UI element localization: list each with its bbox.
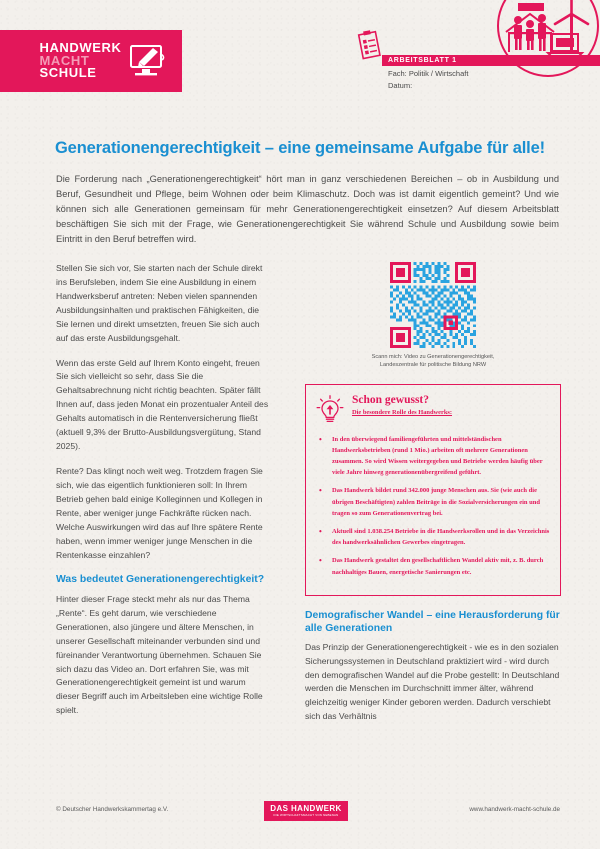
handwerk-macht-schule-logo: [0, 30, 182, 92]
betrieb-illustration: [482, 0, 600, 88]
heading-was-bedeutet: Was bedeutet Generationengerechtigkeit?: [56, 574, 265, 586]
logo-line-3: SCHULE: [39, 65, 97, 81]
date-line: Datum:: [388, 81, 413, 91]
logo-line-2: MACHT: [39, 52, 90, 68]
clipboard-icon: [357, 30, 383, 62]
fact-box-titles: [352, 394, 452, 417]
qr-caption-line-2: Landeszentrale für politische Bildung NRW: [379, 362, 487, 369]
fact-bullet: • Das Handwerk bildet rund 342.000 junge Menschen aus. Sie (wie auch die übrigen Beschäftigten) zahlen Beiträge in die Sozialversicherungen ein und tragen so zum Generationenvertrag bei.: [316, 485, 550, 519]
demografischer-wandel-section: [305, 609, 561, 725]
fact-box-title: Schon gewusst?: [352, 393, 430, 406]
right-column: [305, 262, 561, 724]
intro-paragraph: Die Forderung nach „Generationengerechtigkeit“ hört man in ganz verschiedenen Bereichen – ob in Ausbildung und Beruf, Gesundheit und Pflege, beim Wohnen oder beim Klimaschutz. Doch was ist damit eigentlich gemeint? Und wie können sich alle Generationen gemeinsam für mehr Generationengerechtigkeit einsetzen? Auf diesem Arbeitsblatt beschäftigen Sie sich mit der Frage, wie Generationengerechtigkeit Sie während Schule und Ausbildung sowie beim Eintritt in den Beruf betreffen wird.: [56, 174, 559, 245]
demografischer-wandel-text: Das Prinzip der Generationengerechtigkeit - wie es in den sozialen Sicherungssystemen in Deutschland praktiziert wird - wird durch den demografischen Wandel auf die Probe gestellt: In Deutschland werden die Menschen im Durchschnitt immer älter, während gleichzeitig weniger Kinder geboren werden. Dadurch verschiebt sich das Verhältnis: [305, 641, 560, 722]
page-header: [0, 0, 600, 110]
subject-line: Fach: Politik / Wirtschaft: [388, 69, 469, 78]
left-paragraph-4: Hinter dieser Frage steckt mehr als nur das Thema „Rente“. Es geht darum, wie verschiedene Generationen, also jüngere und ältere Menschen, in unserer Gesellschaft miteinander verbunden sind und füreinander Verantwortung übernehmen. Schauen Sie sich dazu das Video an. Dort erfahren Sie, was mit Generationengerechtigkeit gemeint ist und warum dieser Begriff auch im Arbeitsleben eine wichtige Rolle spielt.: [56, 593, 263, 716]
qr-block: [305, 262, 561, 370]
fact-bullet: • Das Handwerk gestaltet den gesellschaftlichen Wandel aktiv mit, z. B. durch nachhaltiges Bauen, energetische Sanierungen etc.: [316, 555, 550, 577]
footer-logo-main: DAS HANDWERK: [270, 803, 342, 813]
pencil-monitor-icon: [129, 42, 169, 80]
page-footer: [0, 801, 600, 823]
fact-box-header: [316, 394, 550, 425]
fact-box-subtitle: Die besondere Rolle des Handwerks:: [352, 409, 453, 417]
das-handwerk-logo: [264, 801, 348, 821]
footer-url[interactable]: www.handwerk-macht-schule.de: [469, 806, 560, 813]
qr-caption-line-1: Scann mich: Video zu Generationengerechtigkeit,: [371, 354, 495, 360]
left-paragraph-2: Wenn das erste Geld auf Ihrem Konto eingeht, freuen Sie sich vielleicht so sehr, dass Sie die Gehaltsabrechnung nicht richtig beachten. Später fällt Ihnen auf, dass jeden Monat ein prozentualer Anteil des Gehalts automatisch in die Rentenversicherung fließt (aktuell 9,3% der Brutto-Ausbildungsvergütung, Stand 2025).: [56, 357, 269, 452]
schon-gewusst-box: [305, 384, 561, 596]
left-paragraph-1: Stellen Sie sich vor, Sie starten nach der Schule direkt ins Berufsleben, indem Sie eine Ausbildung in einem Handwerksberuf antreten: Neben vielen spannenden Ausbildungsinhalten und praktischen Fähigkeiten, die Sie lernen und direkt umsetzten, freuen Sie sich auch auf das erste Ausbildungsgehalt.: [56, 263, 263, 343]
fact-bullet: • Aktuell sind 1.038.254 Betriebe in die Handwerksrollen und in das Verzeichnis des handwerksähnlichen Gewerbes eingetragen.: [316, 526, 550, 548]
logo-line-1: HANDWERK: [39, 39, 122, 55]
lightbulb-icon: [316, 395, 344, 425]
qr-code[interactable]: [390, 262, 476, 348]
left-paragraph-3: Rente? Das klingt noch weit weg. Trotzdem fragen Sie sich, wie das eigentlich funktionieren soll: In Ihrem Betrieb gehen bald einige Kolleginnen und Kollegen in Rente, aber weniger junge Fachkräfte rücken nach. Welche Auswirkungen wird das auf Ihre spätere Rente haben, wenn immer weniger junge Menschen in die Rentenkasse einzahlen?: [56, 465, 263, 560]
fact-bullet: • In den überwiegend familiengeführten und mittelständischen Handwerksbetrieben (rund 1 Mio.) arbeiten oft mehrere Generationen zusammen. So wird Wissen weitergegeben und Betriebe werden häufig über viele Jahre hinweg generationenübergreifend geführt.: [316, 434, 550, 479]
heading-demografischer-wandel: Demografischer Wandel – eine Herausforderung für alle Generationen: [305, 609, 560, 635]
footer-logo-sub: DIE WIRTSCHAFTSMACHT VON NEBENAN: [273, 813, 339, 818]
qr-caption: [318, 353, 548, 370]
footer-copyright: © Deutscher Handwerkskammertag e.V.: [56, 806, 169, 813]
page-title: Generationengerechtigkeit – eine gemeinsame Aufgabe für alle!: [55, 139, 545, 158]
arbeitsblatt-label: ARBEITSBLATT 1: [388, 57, 457, 64]
logo-wordmark: [39, 39, 122, 81]
left-column: [56, 262, 271, 729]
fact-bullet-list: [316, 434, 550, 578]
sheet-meta: [388, 68, 468, 93]
